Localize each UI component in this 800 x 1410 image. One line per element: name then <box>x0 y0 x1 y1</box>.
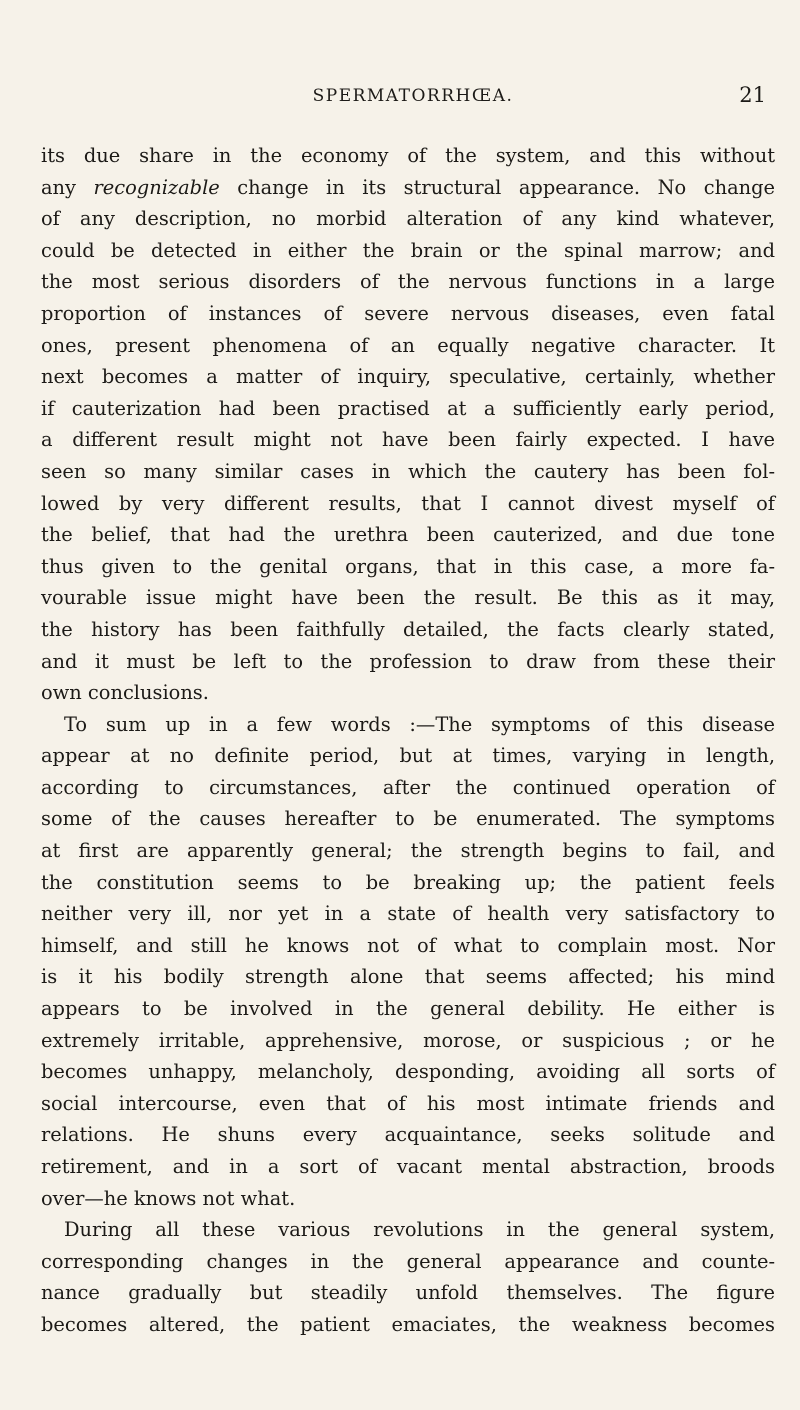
text-line: the most serious disorders of the nervous functions in a large <box>41 270 775 294</box>
text-line <box>41 172 775 204</box>
text-line: nance gradually but steadily unfold themselves. The figure <box>41 1281 775 1305</box>
paragraph-start-line: During all these various revolutions in the general system, <box>64 1218 775 1242</box>
text-line: its due share in the economy of the system, and this without <box>41 144 775 167</box>
text-line: lowed by very different results, that I cannot divest myself of <box>41 491 775 515</box>
paragraph-end-line: over—he knows not what. <box>41 1186 296 1210</box>
page-number: 21 <box>739 83 766 107</box>
text-line: himself, and still he knows not of what to complain most. Nor <box>41 933 775 957</box>
running-header <box>40 83 776 116</box>
text-line: some of the causes hereafter to be enumerated. The symptoms <box>41 807 775 831</box>
text-line: becomes altered, the patient emaciates, the weakness becomes <box>41 1312 775 1336</box>
paragraph-start-line: To sum up in a few words :—The symptoms of this disease <box>64 712 775 736</box>
text-line: is it his bodily strength alone that seems affected; his mind <box>41 965 775 989</box>
text-line: relations. He shuns every acquaintance, seeks solitude and <box>41 1123 775 1147</box>
text-line: the constitution seems to be breaking up; the patient feels <box>41 870 775 894</box>
text-line: could be detected in either the brain or the spinal marrow; and <box>41 238 775 262</box>
text-line: appears to be involved in the general debility. He either is <box>41 997 775 1021</box>
text-line: becomes unhappy, melancholy, desponding, avoiding all sorts of <box>41 1060 775 1084</box>
text-line: neither very ill, nor yet in a state of health very satisfactory to <box>41 902 775 926</box>
text-line: vourable issue might have been the result. Be this as it may, <box>41 586 775 610</box>
italic-term: recognizable <box>93 175 220 199</box>
text-segment: change in its structural appearance. No change <box>219 175 776 199</box>
paragraph-end-line: own conclusions. <box>41 681 209 705</box>
text-line: retirement, and in a sort of vacant mental abstraction, broods <box>41 1155 775 1178</box>
text-line: the belief, that had the urethra been cauterized, and due tone <box>41 523 775 547</box>
text-line: appear at no definite period, but at times, varying in length, <box>41 744 775 768</box>
text-line: according to circumstances, after the continued operation of <box>41 775 775 799</box>
text-line: extremely irritable, apprehensive, morose, or suspicious ; or he <box>41 1028 775 1052</box>
body-text <box>41 140 775 1341</box>
text-line: if cauterization had been practised at a sufficiently early period, <box>41 396 775 420</box>
text-line: proportion of instances of severe nervous diseases, even fatal <box>41 301 775 325</box>
text-line: seen so many similar cases in which the cautery has been fol- <box>41 459 775 483</box>
running-title: SPERMATORRHŒA. <box>312 86 514 106</box>
text-line: and it must be left to the profession to draw from these their <box>41 649 775 673</box>
text-line: next becomes a matter of inquiry, speculative, certainly, whether <box>41 365 775 389</box>
text-line: corresponding changes in the general appearance and counte- <box>41 1249 775 1273</box>
text-line: thus given to the genital organs, that in this case, a more fa- <box>41 554 775 578</box>
text-line: the history has been faithfully detailed, the facts clearly stated, <box>41 617 775 641</box>
text-line: ones, present phenomena of an equally negative character. It <box>41 333 775 357</box>
text-line: of any description, no morbid alteration of any kind whatever, <box>41 207 775 231</box>
text-line: a different result might not have been fairly expected. I have <box>41 428 775 452</box>
text-line: social intercourse, even that of his most intimate friends and <box>41 1091 775 1115</box>
text-line: at first are apparently general; the strength begins to fail, and <box>41 839 775 863</box>
text-segment: any <box>41 175 94 199</box>
